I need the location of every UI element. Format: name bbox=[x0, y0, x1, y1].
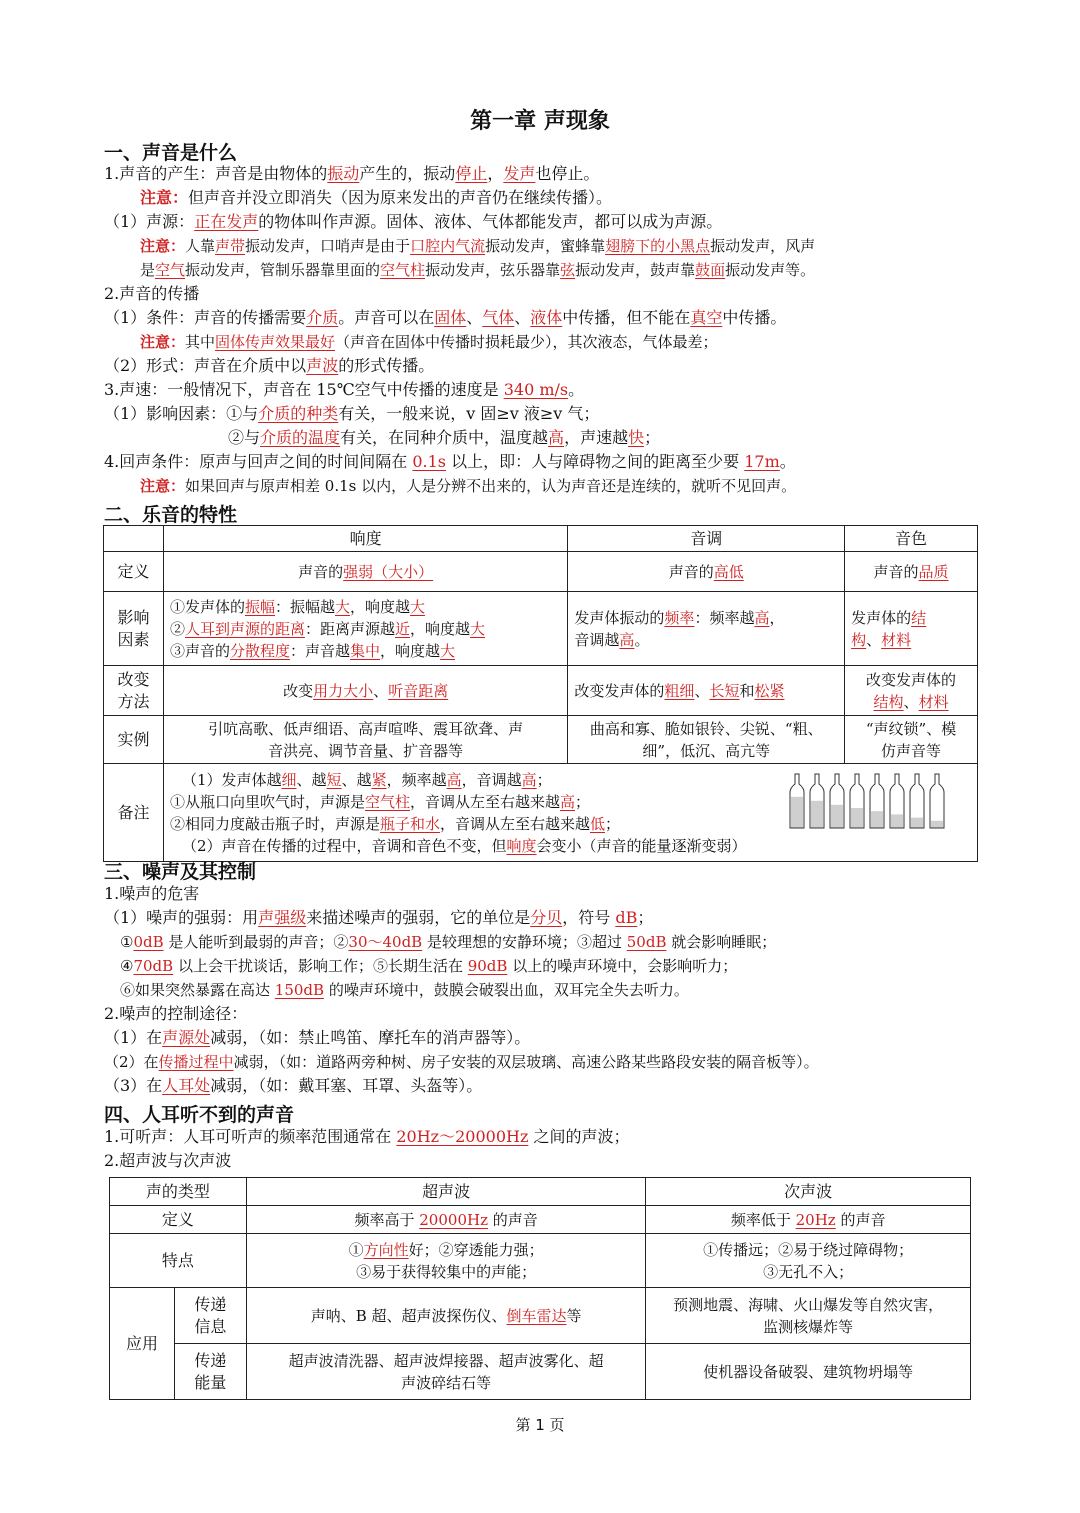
row-label-application: 应用 bbox=[110, 1288, 175, 1400]
bottle-7 bbox=[910, 774, 924, 828]
pitch-definition: 声音的高低 bbox=[568, 552, 845, 592]
table-row bbox=[110, 1234, 971, 1288]
section-1-heading: 一、声音是什么 bbox=[104, 142, 238, 164]
notes-cell: （1）发声体越细、越短、越紧，频率越高，音调越高； ①从瓶口向里吹气时，声源是空气柱，音调从左至右越来越高； ②相同力度敲击瓶子时，声源是瓶子和水，音调从左至右越来越低； （2）声音在传播的过程中，音调和音色不变，但响度会变小（声音的能量逐渐变弱） bbox=[163, 764, 977, 862]
infrasound-info: 预测地震、海啸、火山爆发等自然灾害， 监测核爆炸等 bbox=[646, 1288, 971, 1344]
loudness-examples: 引吭高歌、低声细语、高声喧哗、震耳欲聋、声 音洪亮、调节音量、扩音器等 bbox=[163, 716, 567, 764]
music-characteristics-table bbox=[103, 525, 978, 862]
pitch-methods: 改变发声体的粗细、长短和松紧 bbox=[568, 666, 845, 716]
table-header-row bbox=[104, 526, 978, 552]
bottle-water bbox=[891, 814, 903, 828]
ultrasound-info: 声呐、B 超、超声波探伤仪、倒车雷达等 bbox=[246, 1288, 646, 1344]
loudness-methods: 改变用力大小、听音距离 bbox=[163, 666, 567, 716]
row-label-info: 传递 信息 bbox=[174, 1288, 246, 1344]
col-infrasound: 次声波 bbox=[646, 1178, 971, 1206]
timbre-definition: 声音的品质 bbox=[845, 552, 978, 592]
s1-line-9: （2）形式：声音在介质中以声波的形式传播。 bbox=[104, 356, 435, 375]
s1-line-12: ②与介质的温度有关，在同种介质中，温度越高，声速越快； bbox=[228, 428, 661, 447]
infrasound-energy: 使机器设备破裂、建筑物坍塌等 bbox=[646, 1344, 971, 1400]
timbre-examples: “声纹锁”、模 仿声音等 bbox=[845, 716, 978, 764]
bottle-outline bbox=[930, 774, 944, 828]
table-row bbox=[110, 1206, 971, 1234]
table-row bbox=[104, 666, 978, 716]
row-label-definition: 定义 bbox=[110, 1206, 247, 1234]
row-label-notes: 备注 bbox=[104, 764, 164, 862]
bottle-2 bbox=[810, 774, 824, 828]
s3-line-2: （1）噪声的强弱：用声强级来描述噪声的强弱，它的单位是分贝，符号 dB； bbox=[104, 908, 654, 927]
section-2-heading: 二、乐音的特性 bbox=[104, 504, 238, 526]
loudness-definition: 声音的强弱（大小） bbox=[163, 552, 567, 592]
row-label-methods: 改变方法 bbox=[104, 666, 164, 716]
table-row bbox=[110, 1288, 971, 1344]
row-label-definition: 定义 bbox=[104, 552, 164, 592]
col-sound-type: 声的类型 bbox=[110, 1178, 247, 1206]
table-row bbox=[104, 764, 978, 862]
table-header-row bbox=[110, 1178, 971, 1206]
col-timbre: 音色 bbox=[845, 526, 978, 552]
page-title: 第一章 声现象 bbox=[470, 109, 610, 134]
ultrasound-infrasound-table bbox=[109, 1177, 971, 1400]
bottle-3 bbox=[830, 774, 844, 828]
s3-line-5: ⑥如果突然暴露在高达 150dB 的噪声环境中，鼓膜会破裂出血，双耳完全失去听力。 bbox=[120, 981, 689, 999]
bottle-water bbox=[851, 808, 863, 828]
s3-line-9: （3）在人耳处减弱，（如：戴耳塞、耳罩、头盔等）。 bbox=[104, 1076, 483, 1095]
page-number: 第 1 页 bbox=[515, 1416, 565, 1434]
table-row bbox=[104, 552, 978, 592]
bottles-illustration bbox=[786, 770, 946, 830]
bottle-water bbox=[871, 811, 883, 828]
s1-line-3: （1）声源：正在发声的物体叫作声源。固体、液体、气体都能发声，都可以成为声源。 bbox=[104, 212, 723, 231]
timbre-methods: 改变发声体的 结构、材料 bbox=[845, 666, 978, 716]
row-label-examples: 实例 bbox=[104, 716, 164, 764]
ultrasound-features: ①方向性好；②穿透能力强； ③易于获得较集中的声能； bbox=[246, 1234, 646, 1288]
col-pitch: 音调 bbox=[568, 526, 845, 552]
pitch-factors: 发声体振动的频率：频率越高， 音调越高。 bbox=[568, 592, 845, 666]
bottle-4 bbox=[850, 774, 864, 828]
s3-line-1: 1.噪声的危害 bbox=[104, 884, 200, 903]
s3-line-6: 2.噪声的控制途径： bbox=[104, 1004, 248, 1023]
s4-line-1: 1.可听声：人耳可听声的频率范围通常在 20Hz～20000Hz 之间的声波； bbox=[104, 1127, 630, 1146]
s1-line-10: 3.声速：一般情况下，声音在 15℃空气中传播的速度是 340 m/s。 bbox=[104, 380, 585, 399]
pitch-examples: 曲高和寡、脆如银铃、尖锐、“粗、 细”，低沉、高亢等 bbox=[568, 716, 845, 764]
s3-line-7: （1）在声源处减弱，（如：禁止鸣笛、摩托车的消声器等）。 bbox=[104, 1028, 531, 1047]
loudness-factors: ①发声体的振幅：振幅越大，响度越大 ②人耳到声源的距离：距离声源越近，响度越大 ③声音的分散程度：声音越集中，响度越大 bbox=[163, 592, 567, 666]
s1-line-6: 2.声音的传播 bbox=[104, 284, 200, 303]
bottle-water bbox=[911, 818, 923, 828]
s1-line-11: （1）影响因素：①与介质的种类有关，一般来说，v 固≥v 液≥v 气； bbox=[104, 404, 600, 423]
s1-line-7: （1）条件：声音的传播需要介质。声音可以在固体、气体、液体中传播，但不能在真空中传播。 bbox=[104, 308, 787, 327]
timbre-factors: 发声体的结 构、材料 bbox=[845, 592, 978, 666]
s4-line-2: 2.超声波与次声波 bbox=[104, 1151, 232, 1170]
table-row bbox=[104, 716, 978, 764]
bottle-water bbox=[931, 821, 943, 828]
s3-line-3: ①0dB 是人能听到最弱的声音；②30～40dB 是较理想的安静环境；③超过 50dB 就会影响睡眠； bbox=[120, 933, 777, 951]
bottle-6 bbox=[890, 774, 904, 828]
col-loudness: 响度 bbox=[163, 526, 567, 552]
row-label-energy: 传递 能量 bbox=[174, 1344, 246, 1400]
s3-line-8: （2）在传播过程中减弱，（如：道路两旁种树、房子安装的双层玻璃、高速公路某些路段安装的隔音板等）。 bbox=[104, 1053, 819, 1071]
row-label-factors: 影响因素 bbox=[104, 592, 164, 666]
section-4-heading: 四、人耳听不到的声音 bbox=[104, 1104, 295, 1126]
table-row bbox=[104, 592, 978, 666]
row-label-features: 特点 bbox=[110, 1234, 247, 1288]
bottle-8 bbox=[930, 774, 944, 828]
s1-line-13: 4.回声条件：原声与回声之间的时间间隔在 0.1s 以上，即：人与障碍物之间的距离至少要 17m。 bbox=[104, 452, 796, 471]
table-row bbox=[110, 1344, 971, 1400]
s1-line-8: 注意：其中固体传声效果最好（声音在固体中传播时损耗最少），其次液态，气体最差； bbox=[140, 333, 718, 351]
s1-line-5: 是空气振动发声，管制乐器靠里面的空气柱振动发声，弦乐器靠弦振动发声，鼓声靠鼓面振动发声等。 bbox=[140, 261, 816, 279]
ultrasound-definition: 频率高于 20000Hz 的声音 bbox=[246, 1206, 646, 1234]
infrasound-features: ①传播远；②易于绕过障碍物； ③无孔不入； bbox=[646, 1234, 971, 1288]
s1-line-2: 注意：但声音并没立即消失（因为原来发出的声音仍在继续传播）。 bbox=[140, 188, 613, 207]
infrasound-definition: 频率低于 20Hz 的声音 bbox=[646, 1206, 971, 1234]
bottle-5 bbox=[870, 774, 884, 828]
s1-line-4: 注意：人靠声带振动发声，口哨声是由于口腔内气流振动发声，蜜蜂靠翅膀下的小黑点振动发声，风声 bbox=[140, 237, 816, 255]
s1-line-14: 注意：如果回声与原声相差 0.1s 以内，人是分辨不出来的，认为声音还是连续的，就听不见回声。 bbox=[140, 477, 797, 495]
section-3-heading: 三、噪声及其控制 bbox=[104, 861, 257, 883]
s1-line-1: 1.声音的产生：声音是由物体的振动产生的，振动停止，发声也停止。 bbox=[104, 164, 600, 183]
bottle-water bbox=[791, 797, 803, 828]
bottle-1 bbox=[790, 774, 804, 828]
col-ultrasound: 超声波 bbox=[246, 1178, 646, 1206]
bottle-water bbox=[811, 801, 823, 828]
bottle-water bbox=[831, 805, 843, 828]
s3-line-4: ④70dB 以上会干扰谈话，影响工作；⑤长期生活在 90dB 以上的噪声环境中，会影响听力； bbox=[120, 957, 738, 975]
ultrasound-energy: 超声波清洗器、超声波焊接器、超声波雾化、超 声波碎结石等 bbox=[246, 1344, 646, 1400]
